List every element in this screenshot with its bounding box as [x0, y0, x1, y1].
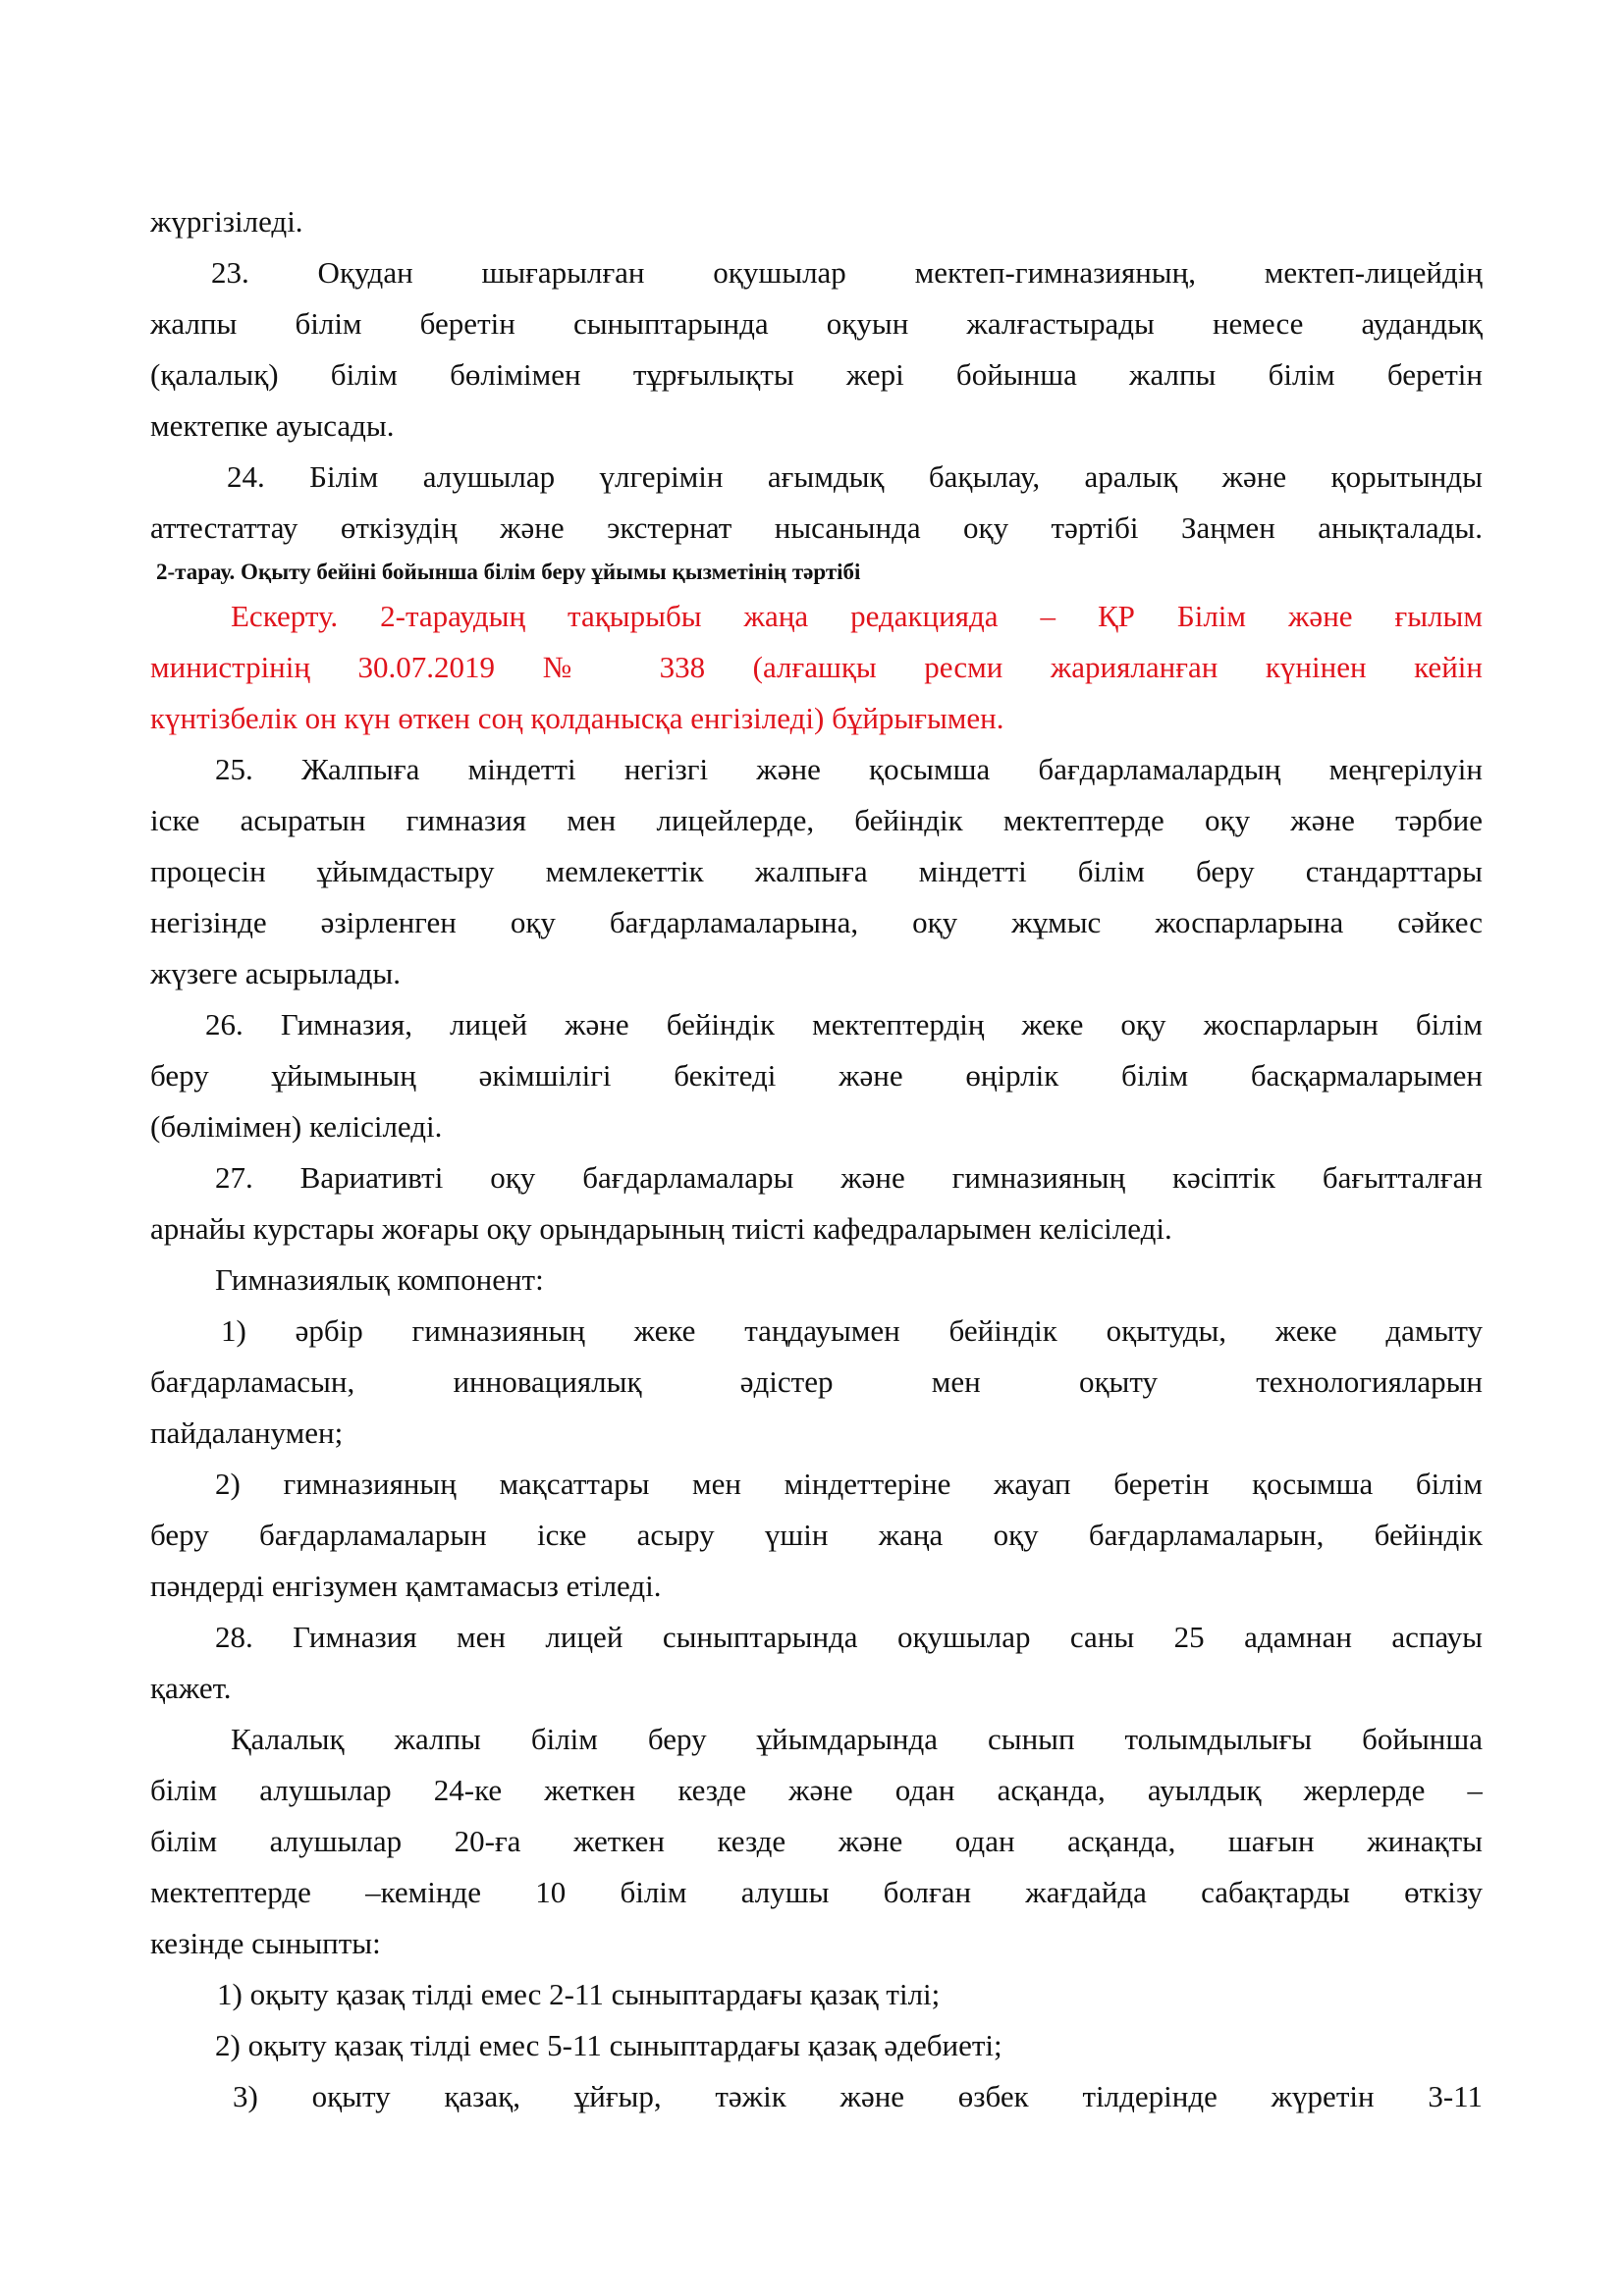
paragraph-25-line: іске асыратын гимназия мен лицейлерде, бейіндік мектептерде оқу және тәрбие — [150, 803, 1483, 837]
paragraph-28-line: қажет. — [150, 1671, 232, 1705]
paragraph-25-line: жүзеге асырылады. — [150, 956, 401, 990]
paragraph-24-line: аттестаттау өткізудің және экстернат нысанында оқу тәртібі Заңмен анықталады. — [150, 510, 1483, 545]
paragraph-26-line: 26. Гимназия, лицей және бейіндік мектептердің жеке оқу жоспарларын білім — [205, 1007, 1483, 1041]
component-label: Гимназиялық компонент: — [215, 1262, 544, 1297]
paragraph-25-line: 25. Жалпыға міндетті негізгі және қосымша бағдарламалардың меңгерілуін — [215, 752, 1483, 786]
paragraph-26-line: беру ұйымының әкімшілігі бекітеді және өңірлік білім басқармаларымен — [150, 1058, 1483, 1093]
list-item-line: бағдарламасын, инновациялық әдістер мен оқыту технологияларын — [150, 1364, 1483, 1399]
paragraph-23-line: мектепке ауысады. — [150, 408, 395, 443]
paragraph-23-line: 23. Оқудан шығарылған оқушылар мектеп-гимназияның, мектеп-лицейдің — [211, 255, 1483, 290]
list-item-line: 1) оқыту қазақ тілді емес 2-11 сыныптардағы қазақ тілі; — [217, 1977, 941, 2011]
paragraph-line: Қалалық жалпы білім беру ұйымдарында сынып толымдылығы бойынша — [231, 1722, 1483, 1756]
paragraph-23-line: (қалалық) білім бөлімімен тұрғылықты жері бойынша жалпы білім беретін — [150, 357, 1483, 392]
list-item-line: 2) оқыту қазақ тілді емес 5-11 сыныптардағы қазақ әдебиеті; — [215, 2028, 1002, 2062]
paragraph-line: жүргізіледі. — [150, 204, 303, 239]
chapter-heading: 2-тарау. Оқыту бейіні бойынша білім беру ұйымы қызметінің тәртібі — [156, 560, 861, 584]
paragraph-26-line: (бөлімімен) келісіледі. — [150, 1109, 443, 1144]
paragraph-line: мектептерде –кемінде 10 білім алушы болған жағдайда сабақтарды өткізу — [150, 1875, 1483, 1909]
paragraph-line: кезінде сыныпты: — [150, 1926, 381, 1960]
list-item-line: пайдаланумен; — [150, 1415, 344, 1450]
list-item-line: беру бағдарламаларын іске асыру үшін жаңа оқу бағдарламаларын, бейіндік — [150, 1518, 1483, 1552]
paragraph-25-line: процесін ұйымдастыру мемлекеттік жалпыға міндетті білім беру стандарттары — [150, 854, 1483, 888]
list-item-line: пәндерді енгізумен қамтамасыз етіледі. — [150, 1569, 662, 1603]
editorial-note-line: министрінің 30.07.2019 № 338 (алғашқы ресми жарияланған күнінен кейін — [150, 650, 1483, 684]
paragraph-line: білім алушылар 24-ке жеткен кезде және одан асқанда, ауылдық жерлерде – — [150, 1773, 1483, 1807]
paragraph-23-line: жалпы білім беретін сыныптарында оқуын жалғастырады немесе аудандық — [150, 306, 1483, 341]
paragraph-27-line: 27. Вариативті оқу бағдарламалары және гимназияның кәсіптік бағытталған — [215, 1160, 1483, 1195]
paragraph-line: білім алушылар 20-ға жеткен кезде және одан асқанда, шағын жинақты — [150, 1824, 1483, 1858]
document-body — [150, 196, 1483, 2122]
paragraph-25-line: негізінде әзірленген оқу бағдарламаларына, оқу жұмыс жоспарларына сәйкес — [150, 905, 1483, 939]
paragraph-24-line: 24. Білім алушылар үлгерімін ағымдық бақылау, аралық және қорытынды — [227, 459, 1483, 494]
list-item-line: 3) оқыту қазақ, ұйғыр, тәжік және өзбек тілдерінде жүретін 3-11 — [233, 2079, 1483, 2113]
editorial-note-line: күнтізбелік он күн өткен соң қолданысқа енгізіледі) бұйрығымен. — [150, 701, 1004, 735]
paragraph-28-line: 28. Гимназия мен лицей сыныптарында оқушылар саны 25 адамнан аспауы — [215, 1620, 1483, 1654]
list-item-line: 2) гимназияның мақсаттары мен міндеттеріне жауап беретін қосымша білім — [215, 1467, 1483, 1501]
paragraph-27-line: арнайы курстары жоғары оқу орындарының тиісті кафедраларымен келісіледі. — [150, 1211, 1172, 1246]
list-item-line: 1) әрбір гимназияның жеке таңдауымен бейіндік оқытуды, жеке дамыту — [221, 1313, 1483, 1348]
editorial-note-line: Ескерту. 2-тараудың тақырыбы жаңа редакцияда – ҚР Білім және ғылым — [231, 599, 1483, 633]
